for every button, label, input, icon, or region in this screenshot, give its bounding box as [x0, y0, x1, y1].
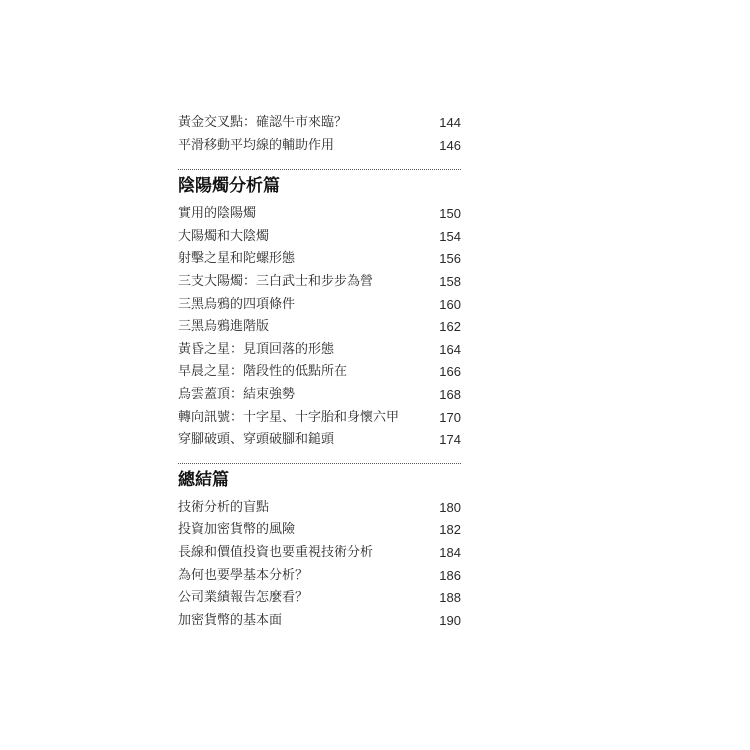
toc-entry[interactable]: [178, 248, 461, 271]
entry-title: 黃金交叉點：確認牛市來臨？: [178, 115, 348, 130]
toc-entry[interactable]: [178, 587, 461, 610]
entry-title: 長線和價值投資也要重視技術分析: [178, 544, 374, 560]
entry-title: 轉向訊號：十字星、十字胎和身懷六甲: [178, 409, 400, 425]
entry-title: 加密貨幣的基本面: [178, 612, 283, 628]
entry-page-number: 184: [439, 544, 461, 560]
toc-entry[interactable]: [178, 407, 461, 430]
entry-page-number: 158: [439, 273, 461, 289]
entry-title: 穿腳破頭、穿頭破腳和鎚頭: [178, 432, 335, 448]
entry-page-number: 166: [439, 364, 461, 380]
entry-page-number: 144: [439, 115, 461, 130]
entry-page-number: 168: [439, 386, 461, 402]
toc-entry[interactable]: [178, 203, 461, 226]
entry-title: 三支大陽燭：三白武士和步步為營: [178, 273, 374, 289]
entry-title: 技術分析的盲點: [178, 499, 270, 515]
toc-entry[interactable]: [178, 497, 461, 520]
entry-page-number: 146: [439, 137, 461, 153]
toc-entry[interactable]: [178, 610, 461, 633]
section-heading: 總結篇: [178, 469, 229, 490]
entry-title: 黃昏之星：見頂回落的形態: [178, 341, 335, 357]
entry-page-number: 174: [439, 432, 461, 448]
entry-title: 平滑移動平均線的輔助作用: [178, 137, 335, 153]
entry-page-number: 170: [439, 409, 461, 425]
toc-entry[interactable]: [178, 542, 461, 565]
entry-page-number: 186: [439, 567, 461, 583]
table-of-contents: [178, 112, 461, 632]
entry-title: 為何也要學基本分析？: [178, 567, 309, 583]
section-divider: [178, 463, 461, 464]
toc-entry[interactable]: [178, 361, 461, 384]
toc-entry[interactable]: [178, 271, 461, 294]
toc-entry[interactable]: [178, 565, 461, 588]
toc-entry[interactable]: [178, 339, 461, 362]
toc-entry[interactable]: [178, 316, 461, 339]
entry-title: 公司業績報告怎麼看？: [178, 590, 309, 606]
toc-entry[interactable]: [178, 112, 461, 135]
toc-entry[interactable]: [178, 294, 461, 317]
entry-title: 三黑烏鴉的四項條件: [178, 296, 296, 312]
entry-page-number: 150: [439, 206, 461, 222]
entry-page-number: 182: [439, 522, 461, 538]
entry-title: 三黑烏鴉進階版: [178, 319, 270, 335]
entry-page-number: 160: [439, 296, 461, 312]
entry-page-number: 154: [439, 228, 461, 244]
entry-page-number: 180: [439, 499, 461, 515]
entry-title: 烏雲蓋頂：結束強勢: [178, 386, 296, 402]
entry-title: 實用的陰陽燭: [178, 206, 257, 222]
entry-page-number: 188: [439, 590, 461, 606]
entry-title: 投資加密貨幣的風險: [178, 522, 296, 538]
toc-entry[interactable]: [178, 519, 461, 542]
entry-page-number: 190: [439, 612, 461, 628]
entry-page-number: 164: [439, 341, 461, 357]
toc-entry[interactable]: [178, 384, 461, 407]
entry-title: 射擊之星和陀螺形態: [178, 251, 296, 267]
toc-entry[interactable]: [178, 226, 461, 249]
section-heading: 陰陽燭分析篇: [178, 176, 280, 197]
entry-page-number: 162: [439, 319, 461, 335]
entry-page-number: 156: [439, 251, 461, 267]
toc-entry[interactable]: [178, 135, 461, 158]
section-divider: [178, 169, 461, 170]
entry-title: 早晨之星：階段性的低點所在: [178, 364, 348, 380]
toc-entry[interactable]: [178, 429, 461, 452]
entry-title: 大陽燭和大陰燭: [178, 228, 270, 244]
